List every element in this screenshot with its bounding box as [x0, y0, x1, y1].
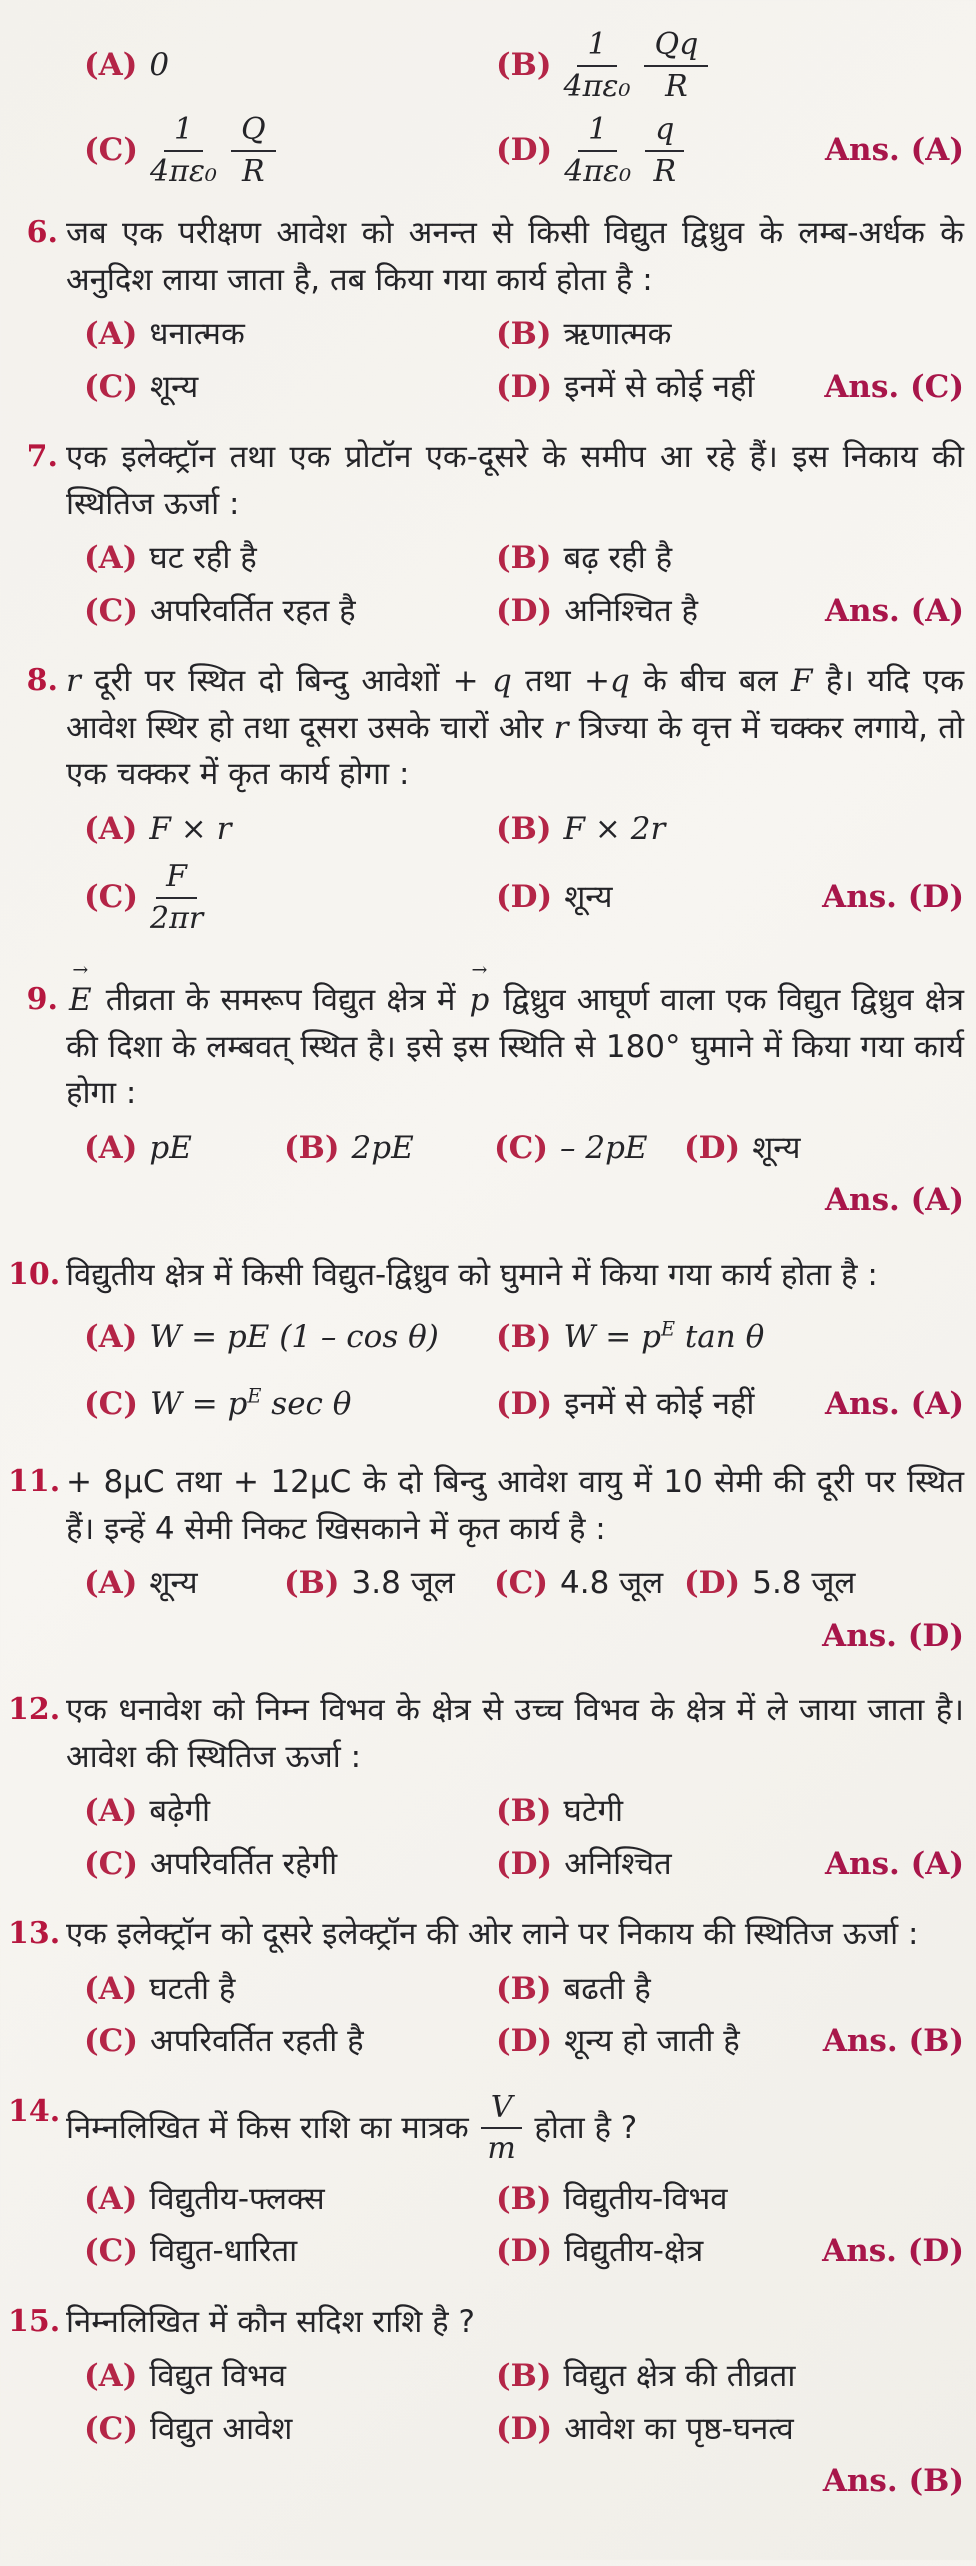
option-row [66, 806, 964, 853]
option-d-label: (D) [496, 132, 553, 169]
fraction: $\frac{1}{\text{4πε₀}}$ [563, 27, 631, 104]
option-a-text: शून्य [149, 1565, 198, 1601]
option-row [66, 858, 964, 937]
option-d-label: (D) [496, 2233, 553, 2269]
option-a-label: (A) [84, 1970, 138, 2007]
question-text: एक इलेक्ट्रॉन तथा एक प्रोटॉन एक-दूसरे के समीप आ रहे हैं। इस निकाय की स्थितिज ऊर्जा : [66, 439, 964, 522]
option-b-label: (B) [284, 1565, 340, 1601]
fraction: $\frac{Qq}{R}$ [644, 26, 708, 105]
question-text: जब एक परीक्षण आवेश को अनन्त से किसी विद्युत द्विध्रुव के लम्ब-अर्धक के अनुदिश लाया जाता है, तब किया गया कार्य होता है : [66, 215, 964, 298]
question-5-options [66, 26, 964, 190]
option-row [66, 364, 964, 411]
option-b-label: (B) [496, 1319, 552, 1355]
option-b-formula: 2pE [351, 1129, 414, 1166]
question-number: 11. [8, 1464, 61, 1499]
question-text: निम्नलिखित में कौन सदिश राशि है ? [66, 2303, 475, 2340]
option-d-label: (D) [496, 368, 553, 405]
option-a-label: (A) [84, 1793, 138, 1829]
option-c-formula [150, 111, 276, 190]
option-b-label: (B) [496, 2358, 552, 2394]
option-row [66, 311, 964, 358]
option-d-text: अनिश्चित [564, 1845, 672, 1882]
question-11 [8, 1459, 964, 1669]
question-text: एक धनावेश को निम्न विभव के क्षेत्र से उच्च विभव के क्षेत्र में ले जाया जाता है। आवेश की स्थितिज ऊर्जा : [66, 1692, 964, 1775]
option-a-label: (A) [84, 540, 138, 576]
option-c-label: (C) [84, 2023, 139, 2059]
question-number: 12. [8, 1692, 61, 1727]
option-b-text: बढ़ रही है [563, 540, 673, 576]
question-7 [8, 434, 964, 640]
fraction: $\frac{q}{R}$ [645, 111, 684, 190]
option-d-text: 5.8 जूल [752, 1565, 856, 1601]
option-a-label: (A) [84, 810, 138, 847]
option-c-label: (C) [494, 1565, 549, 1601]
option-d-text: अनिश्चित है [564, 592, 699, 629]
option-d-text: शून्य [564, 879, 613, 916]
option-d-text: शून्य हो जाती है [564, 2023, 740, 2059]
question-number: 14. [8, 2093, 61, 2129]
option-c-label: (C) [84, 2233, 139, 2269]
option-d-text: विद्युतीय-क्षेत्र [564, 2233, 704, 2269]
question-text: एक इलेक्ट्रॉन को दूसरे इलेक्ट्रॉन की ओर लाने पर निकाय की स्थितिज ऊर्जा : [66, 1916, 919, 1952]
option-b-label: (B) [496, 1970, 552, 2007]
option-d-label: (D) [496, 1845, 553, 1882]
option-a [84, 42, 496, 89]
answer-badge: Ans. (B) [822, 2023, 964, 2059]
option-row [66, 588, 964, 635]
option-d-text: इनमें से कोई नहीं [564, 368, 755, 405]
question-text: → E तीव्रता के समरूप विद्युत क्षेत्र में → p द्विध्रुव आघूर्ण वाला एक विद्युत द्विध्रुव क्षेत्र की दिशा के लम्बवत् स्थित है। इसे इस स्थिति से 180° घुमाने में किया गया कार्य होगा : [66, 977, 964, 1117]
vector-p-symbol: → p [466, 977, 492, 1024]
option-c-text: अपरिवर्तित रहती है [150, 2023, 364, 2059]
question-10 [8, 1252, 964, 1434]
option-d-label: (D) [496, 2410, 553, 2447]
question-number: 7. [26, 439, 58, 474]
option-c-label: (C) [494, 1129, 549, 1166]
option-a-label: (A) [84, 2180, 138, 2217]
option-a-formula: F × r [149, 810, 232, 847]
option-b-label: (B) [496, 1793, 552, 1829]
answer-badge: Ans. (D) [822, 1617, 964, 1654]
option-row [66, 1125, 964, 1172]
option-d-text: इनमें से कोई नहीं [564, 1385, 755, 1422]
option-a-text: विद्युत विभव [149, 2358, 287, 2394]
option-b-label: (B) [496, 47, 552, 84]
answer-badge: Ans. (A) [824, 1385, 964, 1422]
option-a-text: धनात्मक [149, 316, 245, 352]
option-a-label: (A) [84, 2358, 138, 2394]
option-b-label: (B) [284, 1129, 340, 1166]
option-c-text: विद्युत-धारिता [150, 2233, 298, 2269]
option-a-label: (A) [84, 1129, 138, 1166]
question-number: 9. [26, 982, 58, 1017]
answer-badge: Ans. (D) [822, 879, 964, 916]
question-text: + 8μC तथा + 12μC के दो बिन्दु आवेश वायु में 10 सेमी की दूरी पर स्थित हैं। इन्हें 4 सेमी निकट खिसकाने में कृत कार्य है : [66, 1464, 964, 1547]
option-a-label: (A) [84, 1565, 138, 1601]
option-a-label: (A) [84, 47, 138, 84]
option-a-formula: W = pE (1 – cos θ) [149, 1319, 439, 1355]
fraction: $\frac{V}{m}$ [481, 2089, 523, 2168]
option-a-text: विद्युतीय-फ्लक्स [149, 2180, 325, 2217]
option-d-text: आवेश का पृष्ठ-घनत्व [564, 2410, 794, 2447]
option-row [66, 2018, 964, 2065]
option-c-label: (C) [84, 132, 139, 169]
option-a-label: (A) [84, 1319, 138, 1355]
option-c-label: (C) [84, 1385, 139, 1422]
option-b-text: विद्युत क्षेत्र की तीव्रता [563, 2358, 796, 2394]
option-row [66, 2406, 964, 2453]
option-d-label: (D) [684, 1129, 741, 1166]
fraction: $\frac{1}{\text{4πε₀}}$ [564, 112, 632, 189]
question-text: r दूरी पर स्थित दो बिन्दु आवेशों + q तथा +q के बीच बल F है। यदि एक आवेश स्थिर हो तथा दूसरा उसके चारों ओर r त्रिज्या के वृत्त में चक्कर लगाये, तो एक चक्कर में कृत कार्य होगा : [66, 663, 965, 792]
fraction: $\frac{Q}{R}$ [231, 111, 276, 190]
option-b [496, 26, 708, 105]
option-c-formula: – 2pE [560, 1129, 648, 1166]
scanned-question-page [8, 26, 964, 2566]
question-13 [8, 1911, 964, 2071]
option-d-formula [564, 111, 684, 190]
question-number: 15. [8, 2303, 61, 2339]
option-b-formula [564, 26, 709, 105]
option-b-text: विद्युतीय-विभव [563, 2180, 728, 2217]
option-a-value: 0 [149, 47, 170, 84]
question-9 [8, 977, 964, 1234]
option-d-label: (D) [496, 1385, 553, 1422]
option-row [66, 1314, 964, 1361]
option-b-text: घटेगी [563, 1793, 623, 1829]
option-row [66, 111, 964, 190]
option-b-label: (B) [496, 316, 552, 352]
question-number: 8. [26, 663, 58, 698]
answer-badge: Ans. (A) [824, 1182, 964, 1218]
answer-badge: Ans. (A) [824, 592, 964, 629]
option-d-text: शून्य [752, 1129, 801, 1166]
answer-badge: Ans. (A) [824, 1845, 964, 1882]
option-row [66, 1381, 964, 1428]
option-row [66, 535, 964, 582]
question-text: निम्नलिखित में किस राशि का मात्रक $\frac{V}{m}$ होता है ? [66, 2089, 638, 2166]
option-c-formula: $W = p^E$ sec θ [150, 1384, 352, 1422]
answer-badge: Ans. (D) [822, 2233, 964, 2269]
option-c-label: (C) [84, 1845, 139, 1882]
option-a-text: घट रही है [149, 540, 257, 576]
option-d-label: (D) [684, 1565, 741, 1601]
option-a-text: घटती है [149, 1970, 236, 2007]
option-c [84, 111, 496, 190]
option-c-text: विद्युत आवेश [150, 2410, 293, 2447]
option-row [66, 2176, 964, 2223]
question-number: 13. [8, 1916, 61, 1951]
option-c-text: 4.8 जूल [560, 1565, 664, 1601]
option-row [66, 2353, 964, 2400]
option-c-label: (C) [84, 2410, 139, 2447]
option-b-text: ऋणात्मक [563, 316, 672, 352]
option-c-text: शून्य [150, 368, 199, 405]
option-d-label: (D) [496, 2023, 553, 2059]
option-row [66, 1841, 964, 1888]
question-number: 6. [26, 215, 58, 250]
option-d-label: (D) [496, 879, 553, 916]
option-b-formula: $W = p^E$ tan θ [563, 1317, 765, 1355]
vector-E-symbol: → E [66, 977, 95, 1024]
question-12 [8, 1687, 964, 1893]
option-row [66, 2228, 964, 2275]
question-number: 10. [8, 1256, 61, 1292]
option-c-label: (C) [84, 879, 139, 916]
question-15 [8, 2299, 964, 2515]
option-a-text: बढ़ेगी [149, 1793, 211, 1829]
answer-badge: Ans. (A) [824, 132, 964, 169]
option-b-label: (B) [496, 810, 552, 847]
question-text: विद्युतीय क्षेत्र में किसी विद्युत-द्विध्रुव को घुमाने में किया गया कार्य होता है : [66, 1256, 878, 1293]
option-a-label: (A) [84, 316, 138, 352]
answer-badge: Ans. (C) [824, 368, 964, 405]
option-c-text: अपरिवर्तित रहत है [150, 592, 356, 629]
option-row [66, 1560, 964, 1607]
option-c-label: (C) [84, 368, 139, 405]
option-row [66, 26, 964, 105]
option-b-text: 3.8 जूल [351, 1565, 455, 1601]
fraction: $\frac{F}{2\pi r}$ [150, 859, 204, 936]
option-b-label: (B) [496, 2180, 552, 2217]
option-row [66, 1966, 964, 2013]
fraction: $\frac{1}{\text{4πε₀}}$ [150, 112, 217, 189]
option-b-label: (B) [496, 540, 552, 576]
option-d [496, 111, 684, 190]
option-c-label: (C) [84, 592, 139, 629]
option-b-text: बढती है [563, 1970, 651, 2007]
option-d-label: (D) [496, 592, 553, 629]
question-6 [8, 210, 964, 416]
option-b-formula: F × 2r [563, 810, 666, 847]
option-row [66, 1788, 964, 1835]
question-8 [8, 658, 964, 943]
option-a-formula: pE [149, 1129, 192, 1166]
option-c-text: अपरिवर्तित रहेगी [150, 1845, 338, 1882]
answer-badge: Ans. (B) [822, 2463, 964, 2499]
question-14 [8, 2089, 964, 2281]
